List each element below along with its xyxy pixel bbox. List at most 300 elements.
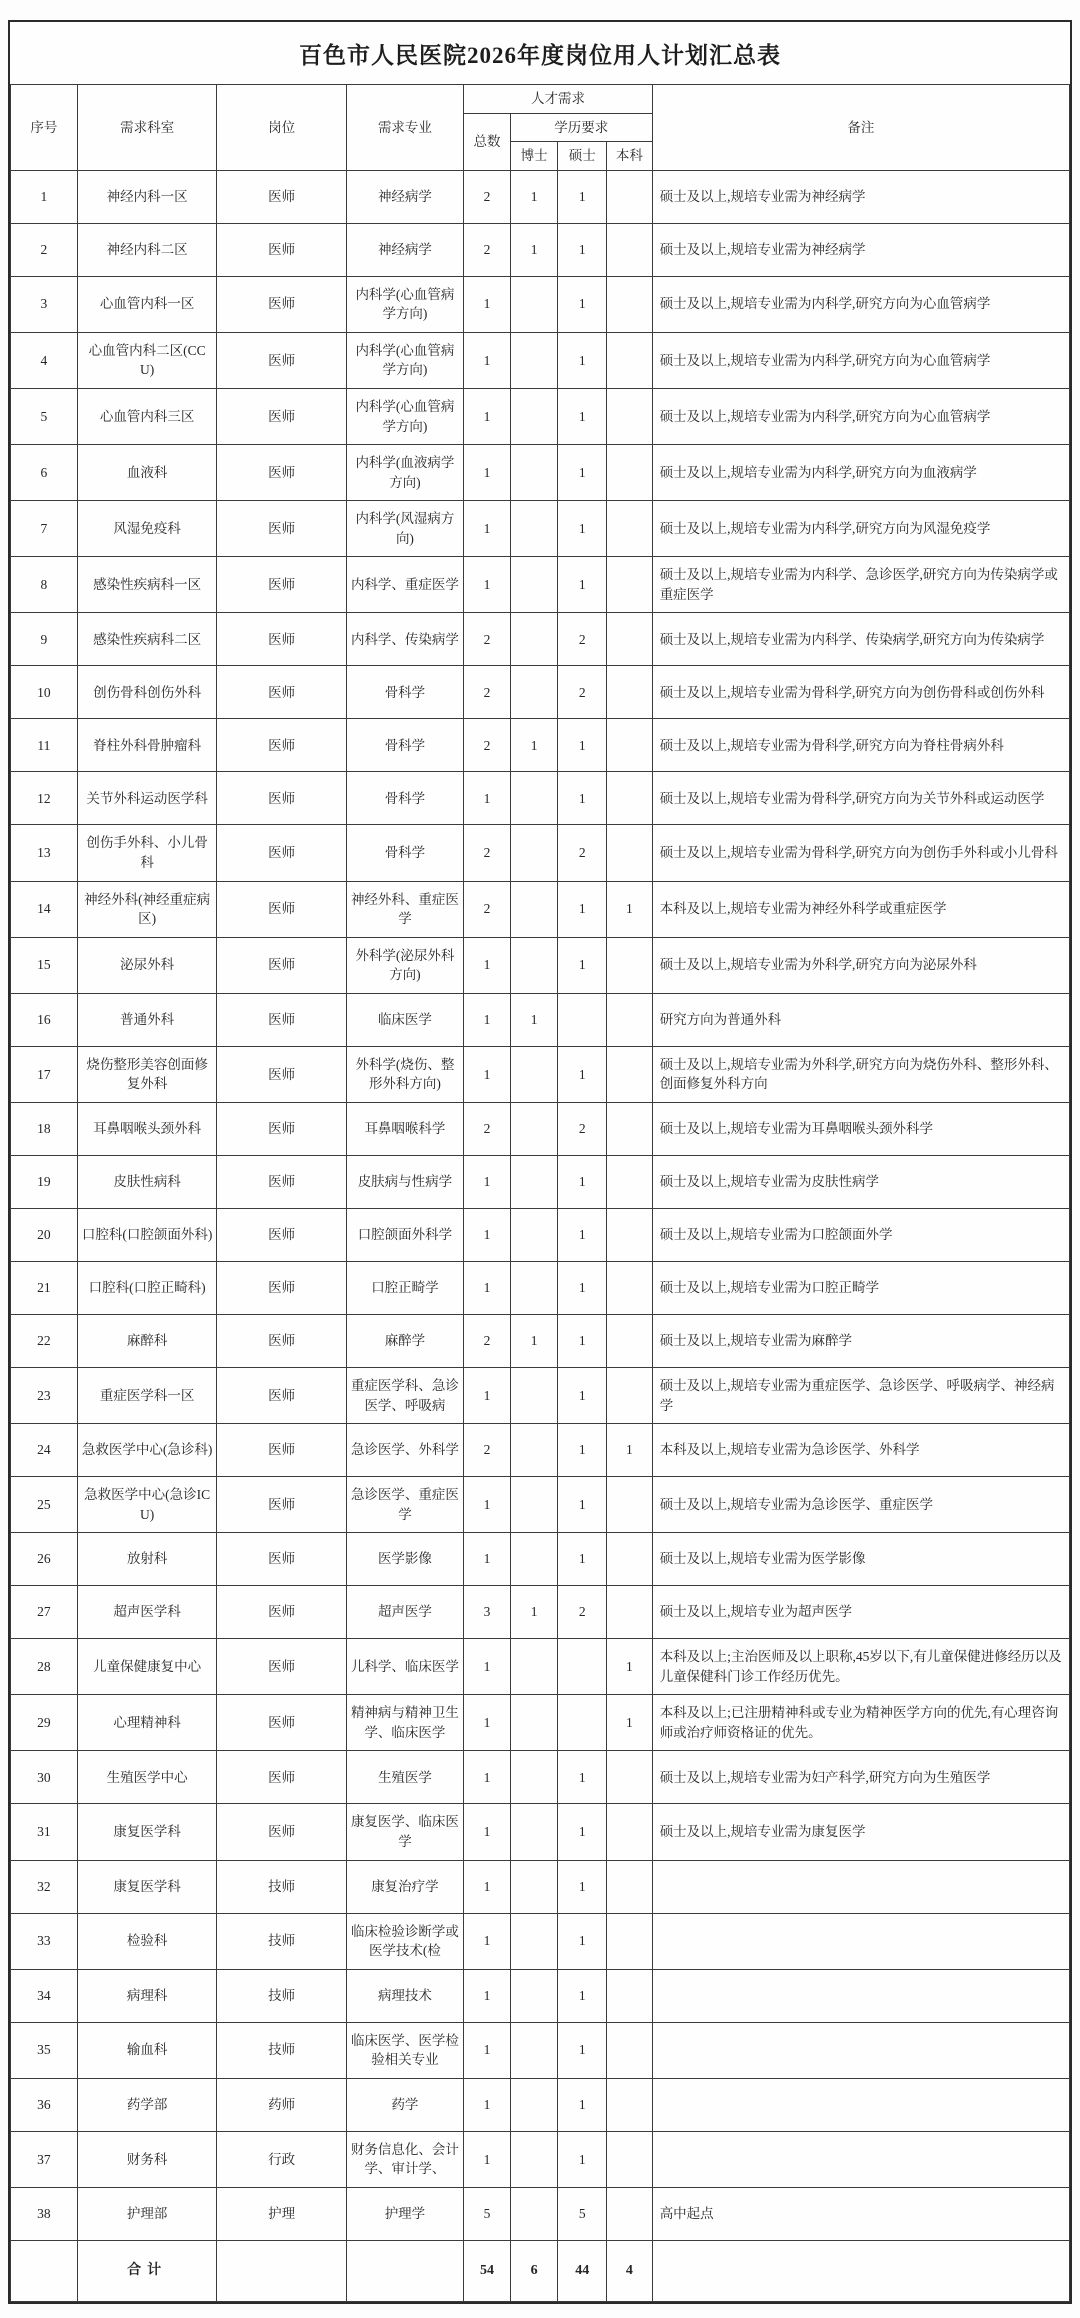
cell-master: 1 [558,170,607,223]
cell-phd [510,445,558,501]
cell-major: 皮肤病与性病学 [346,1155,464,1208]
cell-position: 医师 [217,613,346,666]
cell-remark [652,1913,1069,1969]
cell-position: 技师 [217,1860,346,1913]
total-label: 合计 [77,2240,217,2301]
cell-seq: 18 [11,1102,78,1155]
cell-master: 1 [558,1424,607,1477]
cell-major: 内科学(心血管病学方向) [346,332,464,388]
cell-seq: 27 [11,1586,78,1639]
cell-phd [510,1695,558,1751]
table-row [11,2131,1070,2187]
cell-dept: 创伤手外科、小儿骨科 [77,825,217,881]
cell-bachelor [607,276,653,332]
cell-dept: 康复医学科 [77,1804,217,1860]
cell-remark: 高中起点 [652,2187,1069,2240]
cell-seq: 4 [11,332,78,388]
cell-major: 神经病学 [346,223,464,276]
cell-dept: 感染性疾病科二区 [77,613,217,666]
cell-major: 内科学(心血管病学方向) [346,388,464,444]
cell-major: 生殖医学 [346,1751,464,1804]
cell-major: 临床检验诊断学或医学技术(检 [346,1913,464,1969]
cell-remark: 硕士及以上,规培专业需为外科学,研究方向为泌尿外科 [652,937,1069,993]
table-row [11,1046,1070,1102]
cell-phd [510,388,558,444]
cell-total: 1 [464,1155,511,1208]
cell-dept: 心血管内科二区(CCU) [77,332,217,388]
cell-phd [510,1913,558,1969]
cell-seq: 10 [11,666,78,719]
cell-total: 1 [464,1261,511,1314]
cell-position: 医师 [217,388,346,444]
cell-master: 2 [558,666,607,719]
cell-total: 1 [464,445,511,501]
cell-total: 2 [464,1314,511,1367]
cell-remark: 硕士及以上,规培专业需为口腔颌面外学 [652,1208,1069,1261]
cell-dept: 重症医学科一区 [77,1367,217,1423]
cell-major: 内科学(风湿病方向) [346,501,464,557]
cell-dept: 脊柱外科骨肿瘤科 [77,719,217,772]
cell-total: 1 [464,937,511,993]
cell-phd: 1 [510,993,558,1046]
cell-dept: 检验科 [77,1913,217,1969]
cell-position: 医师 [217,825,346,881]
header-demand-group: 人才需求 [464,85,652,114]
cell-major: 神经病学 [346,170,464,223]
cell-master: 1 [558,1751,607,1804]
cell-remark [652,1969,1069,2022]
cell-dept: 急救医学中心(急诊科) [77,1424,217,1477]
cell-major: 内科学、重症医学 [346,557,464,613]
total-phd: 6 [510,2240,558,2301]
cell-master: 1 [558,719,607,772]
cell-remark: 硕士及以上,规培专业需为急诊医学、重症医学 [652,1477,1069,1533]
cell-major: 内科学(心血管病学方向) [346,276,464,332]
cell-seq: 20 [11,1208,78,1261]
cell-seq: 21 [11,1261,78,1314]
cell-bachelor: 1 [607,881,653,937]
cell-major: 骨科学 [346,719,464,772]
cell-major: 耳鼻咽喉科学 [346,1102,464,1155]
table-body [11,170,1070,2240]
cell-seq: 9 [11,613,78,666]
cell-seq: 16 [11,993,78,1046]
cell-phd: 1 [510,719,558,772]
cell-position: 医师 [217,445,346,501]
cell-seq: 32 [11,1860,78,1913]
cell-master: 1 [558,1367,607,1423]
cell-remark: 硕士及以上,规培专业需为外科学,研究方向为烧伤外科、整形外科、创面修复外科方向 [652,1046,1069,1102]
cell-phd [510,1424,558,1477]
cell-dept: 神经外科(神经重症病区) [77,881,217,937]
cell-master: 1 [558,223,607,276]
cell-master [558,993,607,1046]
cell-remark: 硕士及以上,规培专业需为康复医学 [652,1804,1069,1860]
cell-seq: 26 [11,1533,78,1586]
table-row [11,1477,1070,1533]
cell-bachelor [607,170,653,223]
cell-remark: 硕士及以上,规培专业需为骨科学,研究方向为创伤骨科或创伤外科 [652,666,1069,719]
cell-seq: 34 [11,1969,78,2022]
cell-bachelor [607,223,653,276]
cell-total: 1 [464,1804,511,1860]
cell-total: 2 [464,1424,511,1477]
cell-seq: 2 [11,223,78,276]
cell-remark: 本科及以上,规培专业需为急诊医学、外科学 [652,1424,1069,1477]
cell-phd [510,1208,558,1261]
cell-dept: 普通外科 [77,993,217,1046]
cell-dept: 风湿免疫科 [77,501,217,557]
table-footer [11,2240,1070,2301]
cell-dept: 儿童保健康复中心 [77,1639,217,1695]
cell-seq: 25 [11,1477,78,1533]
table-row [11,170,1070,223]
cell-major: 护理学 [346,2187,464,2240]
cell-bachelor [607,1751,653,1804]
table-row [11,1695,1070,1751]
table-row [11,557,1070,613]
cell-position: 医师 [217,1533,346,1586]
cell-total: 1 [464,1208,511,1261]
cell-major: 急诊医学、外科学 [346,1424,464,1477]
cell-seq: 7 [11,501,78,557]
cell-bachelor [607,825,653,881]
cell-total: 1 [464,1751,511,1804]
cell-total: 1 [464,388,511,444]
cell-remark: 本科及以上;主治医师及以上职称,45岁以下,有儿童保健进修经历以及儿童保健科门诊工作经历优先。 [652,1639,1069,1695]
cell-position: 医师 [217,501,346,557]
cell-phd: 1 [510,170,558,223]
cell-master: 5 [558,2187,607,2240]
cell-major: 康复医学、临床医学 [346,1804,464,1860]
header-dept: 需求科室 [77,85,217,171]
cell-major: 儿科学、临床医学 [346,1639,464,1695]
cell-major: 医学影像 [346,1533,464,1586]
cell-master: 2 [558,613,607,666]
cell-seq: 1 [11,170,78,223]
cell-total: 3 [464,1586,511,1639]
cell-master: 1 [558,1969,607,2022]
cell-bachelor [607,1533,653,1586]
cell-major: 临床医学 [346,993,464,1046]
table-row [11,666,1070,719]
cell-total: 1 [464,1913,511,1969]
cell-total: 2 [464,881,511,937]
header-major: 需求专业 [346,85,464,171]
cell-position: 医师 [217,937,346,993]
table-row [11,613,1070,666]
cell-phd [510,937,558,993]
cell-bachelor: 1 [607,1639,653,1695]
cell-remark: 硕士及以上,规培专业需为医学影像 [652,1533,1069,1586]
cell-remark: 硕士及以上,规培专业需为内科学,研究方向为血液病学 [652,445,1069,501]
cell-dept: 放射科 [77,1533,217,1586]
cell-seq: 24 [11,1424,78,1477]
cell-seq: 19 [11,1155,78,1208]
cell-seq: 3 [11,276,78,332]
cell-remark: 硕士及以上,规培专业需为内科学,研究方向为心血管病学 [652,332,1069,388]
cell-bachelor [607,993,653,1046]
header-edu-group: 学历要求 [510,113,652,142]
cell-phd [510,1639,558,1695]
cell-seq: 38 [11,2187,78,2240]
cell-major: 骨科学 [346,666,464,719]
cell-major: 病理技术 [346,1969,464,2022]
cell-bachelor [607,1860,653,1913]
cell-dept: 口腔科(口腔正畸科) [77,1261,217,1314]
cell-position: 医师 [217,332,346,388]
cell-position: 医师 [217,1586,346,1639]
cell-phd [510,2131,558,2187]
cell-position: 行政 [217,2131,346,2187]
table-row [11,223,1070,276]
cell-remark: 硕士及以上,规培专业需为神经病学 [652,223,1069,276]
total-row [11,2240,1070,2301]
cell-dept: 输血科 [77,2022,217,2078]
total-major-cell [346,2240,464,2301]
header-remark: 备注 [652,85,1069,171]
cell-phd [510,276,558,332]
cell-dept: 病理科 [77,1969,217,2022]
cell-seq: 31 [11,1804,78,1860]
cell-phd [510,825,558,881]
cell-bachelor [607,1208,653,1261]
cell-phd [510,1367,558,1423]
cell-seq: 37 [11,2131,78,2187]
cell-remark: 硕士及以上,规培专业需为内科学,研究方向为心血管病学 [652,388,1069,444]
cell-phd [510,881,558,937]
table-row [11,937,1070,993]
cell-master: 1 [558,1208,607,1261]
table-row [11,1155,1070,1208]
cell-seq: 5 [11,388,78,444]
cell-position: 技师 [217,1913,346,1969]
cell-major: 内科学、传染病学 [346,613,464,666]
cell-bachelor [607,332,653,388]
cell-dept: 烧伤整形美容创面修复外科 [77,1046,217,1102]
table-row [11,1639,1070,1695]
cell-dept: 护理部 [77,2187,217,2240]
table-row [11,2187,1070,2240]
cell-dept: 财务科 [77,2131,217,2187]
header-position: 岗位 [217,85,346,171]
cell-major: 精神病与精神卫生学、临床医学 [346,1695,464,1751]
table-row [11,2022,1070,2078]
cell-position: 医师 [217,1639,346,1695]
cell-total: 1 [464,1046,511,1102]
cell-bachelor: 1 [607,1424,653,1477]
cell-bachelor [607,937,653,993]
staffing-plan-table [10,84,1070,2302]
cell-seq: 8 [11,557,78,613]
table-row [11,1424,1070,1477]
page-title: 百色市人民医院2026年度岗位用人计划汇总表 [299,43,781,68]
cell-master: 1 [558,937,607,993]
cell-position: 医师 [217,1804,346,1860]
cell-master: 2 [558,825,607,881]
table-row [11,772,1070,825]
cell-position: 技师 [217,1969,346,2022]
table-row [11,1367,1070,1423]
total-seq-cell [11,2240,78,2301]
cell-total: 2 [464,170,511,223]
cell-position: 医师 [217,1424,346,1477]
cell-dept: 泌尿外科 [77,937,217,993]
cell-major: 口腔颌面外科学 [346,1208,464,1261]
cell-dept: 心血管内科三区 [77,388,217,444]
cell-master: 1 [558,1155,607,1208]
table-row [11,1261,1070,1314]
cell-seq: 6 [11,445,78,501]
total-count: 54 [464,2240,511,2301]
cell-remark: 本科及以上;已注册精神科或专业为精神医学方向的优先,有心理咨询师或治疗师资格证的优先。 [652,1695,1069,1751]
cell-bachelor [607,2078,653,2131]
cell-phd [510,1477,558,1533]
table-row [11,501,1070,557]
cell-major: 药学 [346,2078,464,2131]
cell-master: 1 [558,881,607,937]
cell-remark: 硕士及以上,规培专业需为重症医学、急诊医学、呼吸病学、神经病学 [652,1367,1069,1423]
cell-total: 1 [464,1969,511,2022]
cell-bachelor [607,613,653,666]
cell-remark: 硕士及以上,规培专业需为口腔正畸学 [652,1261,1069,1314]
cell-bachelor [607,2131,653,2187]
cell-position: 医师 [217,772,346,825]
total-master: 44 [558,2240,607,2301]
cell-position: 医师 [217,223,346,276]
cell-dept: 心理精神科 [77,1695,217,1751]
table-row [11,825,1070,881]
cell-bachelor [607,1102,653,1155]
cell-phd [510,1751,558,1804]
cell-seq: 35 [11,2022,78,2078]
cell-dept: 感染性疾病科一区 [77,557,217,613]
cell-phd [510,557,558,613]
cell-phd: 1 [510,223,558,276]
cell-remark: 硕士及以上,规培专业需为皮肤性病学 [652,1155,1069,1208]
cell-dept: 麻醉科 [77,1314,217,1367]
cell-major: 外科学(泌尿外科方向) [346,937,464,993]
cell-bachelor [607,1046,653,1102]
cell-phd [510,666,558,719]
cell-total: 1 [464,2078,511,2131]
cell-position: 医师 [217,1208,346,1261]
table-row [11,993,1070,1046]
cell-total: 1 [464,2131,511,2187]
cell-phd: 1 [510,1314,558,1367]
table-row [11,2078,1070,2131]
cell-master: 1 [558,1913,607,1969]
cell-position: 医师 [217,1477,346,1533]
cell-master: 1 [558,1477,607,1533]
table-row [11,1860,1070,1913]
cell-seq: 36 [11,2078,78,2131]
cell-major: 神经外科、重症医学 [346,881,464,937]
cell-master [558,1695,607,1751]
cell-remark: 硕士及以上,规培专业需为内科学、传染病学,研究方向为传染病学 [652,613,1069,666]
cell-bachelor [607,1314,653,1367]
cell-seq: 15 [11,937,78,993]
cell-total: 1 [464,772,511,825]
cell-master: 1 [558,276,607,332]
cell-seq: 23 [11,1367,78,1423]
cell-major: 骨科学 [346,772,464,825]
table-row [11,332,1070,388]
cell-master: 1 [558,2022,607,2078]
cell-phd: 1 [510,1586,558,1639]
cell-position: 医师 [217,1367,346,1423]
cell-remark [652,2022,1069,2078]
cell-phd [510,772,558,825]
cell-remark: 硕士及以上,规培专业需为骨科学,研究方向为关节外科或运动医学 [652,772,1069,825]
cell-major: 口腔正畸学 [346,1261,464,1314]
cell-position: 医师 [217,993,346,1046]
cell-master: 1 [558,1046,607,1102]
table-row [11,1208,1070,1261]
cell-remark: 本科及以上,规培专业需为神经外科学或重症医学 [652,881,1069,937]
cell-dept: 药学部 [77,2078,217,2131]
cell-remark: 硕士及以上,规培专业需为神经病学 [652,170,1069,223]
table-outer-frame [8,20,1072,2304]
cell-seq: 29 [11,1695,78,1751]
total-bachelor: 4 [607,2240,653,2301]
cell-master [558,1639,607,1695]
cell-total: 1 [464,1695,511,1751]
cell-remark: 硕士及以上,规培专业需为内科学、急诊医学,研究方向为传染病学或重症医学 [652,557,1069,613]
cell-phd [510,2022,558,2078]
cell-seq: 22 [11,1314,78,1367]
cell-phd [510,1155,558,1208]
table-row [11,1533,1070,1586]
cell-total: 5 [464,2187,511,2240]
cell-dept: 关节外科运动医学科 [77,772,217,825]
header-bachelor: 本科 [607,142,653,171]
cell-total: 1 [464,1533,511,1586]
cell-bachelor [607,719,653,772]
cell-master: 1 [558,557,607,613]
cell-phd [510,1046,558,1102]
cell-major: 财务信息化、会计学、审计学、 [346,2131,464,2187]
cell-phd [510,1860,558,1913]
cell-master: 1 [558,1860,607,1913]
cell-dept: 超声医学科 [77,1586,217,1639]
cell-total: 1 [464,1639,511,1695]
cell-position: 医师 [217,666,346,719]
cell-total: 1 [464,2022,511,2078]
cell-major: 康复治疗学 [346,1860,464,1913]
cell-total: 2 [464,825,511,881]
cell-total: 1 [464,1367,511,1423]
table-row [11,1314,1070,1367]
cell-master: 1 [558,445,607,501]
cell-position: 医师 [217,1155,346,1208]
cell-major: 急诊医学、重症医学 [346,1477,464,1533]
table-row [11,1586,1070,1639]
cell-remark: 研究方向为普通外科 [652,993,1069,1046]
cell-position: 医师 [217,1314,346,1367]
table-row [11,1913,1070,1969]
cell-bachelor [607,1477,653,1533]
cell-phd [510,2187,558,2240]
cell-bachelor [607,388,653,444]
cell-master: 1 [558,1533,607,1586]
header-phd: 博士 [510,142,558,171]
cell-position: 护理 [217,2187,346,2240]
cell-master: 2 [558,1102,607,1155]
cell-position: 医师 [217,1751,346,1804]
cell-seq: 13 [11,825,78,881]
cell-remark [652,2078,1069,2131]
